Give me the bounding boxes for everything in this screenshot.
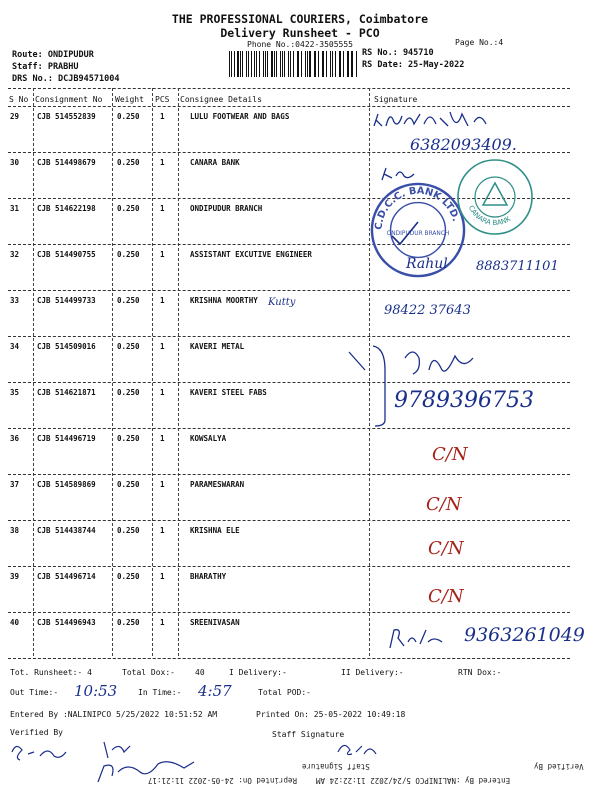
barcode-bar [265,51,266,77]
barcode-bar [290,51,292,77]
entered-by: Entered By :NALINIPCO 5/25/2022 10:51:52 AM [10,710,218,719]
col-signature: Signature [374,95,418,104]
cn-mark-36: C/N [432,444,468,465]
row-sno: 31 [10,204,20,213]
mirror-entered-by: Entered By :NALINIPCO 5/24/2022 11:22:24 AM [316,776,511,785]
stamp-center-text: ONDIPUDUR BRANCH [386,230,450,237]
barcode-bar [251,51,252,77]
barcode-bar [307,51,308,77]
rtn-dox: RTN Dox:- [458,668,502,677]
route-label: Route: ONDIPUDUR [12,50,94,60]
barcode-bar [322,51,323,77]
barcode-bar [297,51,298,77]
row-weight: 0.250 [117,204,140,213]
verified-by: Verified By [10,728,63,737]
in-time-value: 4:57 [198,682,232,700]
drs-number: DRS No.: DCJB94571004 [12,74,120,84]
row-weight: 0.250 [117,572,140,581]
row-sno: 39 [10,572,20,581]
row-weight: 0.250 [117,434,140,443]
barcode-bar [263,51,264,77]
barcode-bar [348,51,349,77]
row-consignment-no: CJB 514438744 [37,526,96,535]
barcode-bar [323,51,324,77]
row-weight: 0.250 [117,342,140,351]
total-dox-label: Total Dox:- [122,668,175,677]
row-consignee: ONDIPUDUR BRANCH [190,204,263,213]
company-title: THE PROFESSIONAL COURIERS, Coimbatore [171,12,429,26]
row-pcs: 1 [160,250,165,259]
barcode-bar [293,51,294,77]
row-consignee: CANARA BANK [190,158,240,167]
barcode-bar [340,51,341,77]
seal-ring-text: CANARA BANK [466,204,512,228]
barcode-bar [318,51,319,77]
handwritten-phone-35: 9789396753 [394,388,534,413]
handwritten-name-33: Kutty [268,297,296,308]
row-consignee: KRISHNA MOORTHY [190,296,258,305]
row-sno: 30 [10,158,20,167]
barcode-bar [274,51,275,77]
row-sno: 35 [10,388,20,397]
row-pcs: 1 [160,618,165,627]
barcode-bar [288,51,289,77]
row-consignment-no: CJB 514589869 [37,480,96,489]
row-weight: 0.250 [117,296,140,305]
row-pcs: 1 [160,572,165,581]
row-consignment-no: CJB 514499733 [37,296,96,305]
in-time-label: In Time:- [138,688,182,697]
barcode-bar [234,51,235,77]
barcode-bar [298,51,299,77]
barcode-bar [271,51,273,77]
i-delivery: I Delivery:- [229,668,287,677]
cn-mark-38: C/N [428,538,464,559]
handwritten-sign-32: Rahul [406,256,448,272]
rs-date: RS Date: 25-May-2022 [362,60,465,70]
row-divider [8,244,570,245]
barcode-bar [339,51,340,77]
cn-mark-39: C/N [428,586,464,607]
row-pcs: 1 [160,480,165,489]
barcode-bar [332,51,334,77]
row-sno: 33 [10,296,20,305]
row-consignment-no: CJB 514490755 [37,250,96,259]
barcode-bar [246,51,247,77]
col-pcs: PCS [155,95,170,104]
row-pcs: 1 [160,158,165,167]
handwritten-phone-33: 98422 37643 [384,303,471,318]
row-pcs: 1 [160,112,165,121]
barcode-bar [343,51,344,77]
barcode-bar [309,51,311,77]
barcode-bar [314,51,315,77]
row-consignee: KAVERI STEEL FABS [190,388,267,397]
col-divider [178,88,179,656]
row-consignee: PARAMESWARAN [190,480,245,489]
barcode-bar [254,51,255,77]
handwritten-phone-40: 9363261049 [464,624,585,646]
barcode-bar [284,51,285,77]
row-weight: 0.250 [117,526,140,535]
cn-mark-37: C/N [426,494,462,515]
row-sno: 36 [10,434,20,443]
col-consignee-details: Consignee Details [180,95,262,104]
col-divider [33,88,34,656]
row-sno: 40 [10,618,20,627]
row-divider [8,520,570,521]
barcode-bar [335,51,336,77]
row-consignee: KAVERI METAL [190,342,245,351]
row-sno: 37 [10,480,20,489]
row-consignment-no: CJB 514496943 [37,618,96,627]
row-weight: 0.250 [117,250,140,259]
col-consignment: Consignment No [35,95,103,104]
row-consignment-no: CJB 514496719 [37,434,96,443]
barcode-bar [237,51,239,77]
row-divider [8,566,570,567]
barcode-bar [259,51,260,77]
printed-on: Printed On: 25-05-2022 10:49:18 [256,710,406,719]
signature-row-40 [386,624,446,654]
row-sno: 29 [10,112,20,121]
stamp-ring-text: C.D.C.C. BANK LTD. [373,185,462,231]
ii-delivery: II Delivery:- [341,668,404,677]
staff-signature-mark [334,738,384,760]
canara-bank-seal [455,157,535,237]
total-pod: Total POD:- [258,688,311,697]
barcode-bar [240,51,241,77]
total-dox-value: 40 [195,668,205,677]
row-consignment-no: CJB 514621871 [37,388,96,397]
barcode-bar [330,51,331,77]
row-consignee: LULU FOOTWEAR AND BAGS [190,112,290,121]
col-divider [152,88,153,656]
row-sno: 32 [10,250,20,259]
barcode-bar [229,51,230,77]
row-weight: 0.250 [117,112,140,121]
sheet-title: Delivery Runsheet - PCO [220,26,380,40]
row-pcs: 1 [160,204,165,213]
handwritten-phone-29: 6382093409. [410,135,517,154]
signature-row-29 [370,106,500,136]
bracket-signature-34-35 [345,340,505,430]
row-consignee: KOWSALYA [190,434,227,443]
out-time-value: 10:53 [74,682,118,700]
phone-number: Phone No.:0422-3505555 [247,40,353,49]
tot-runsheet: Tot. Runsheet:- 4 [10,668,92,677]
rs-number: RS No.: 945710 [362,48,434,58]
row-consignee: BHARATHY [190,572,227,581]
row-weight: 0.250 [117,388,140,397]
barcode-bar [347,51,348,77]
row-pcs: 1 [160,388,165,397]
barcode-bar [301,51,302,77]
row-consignee: ASSISTANT EXCUTIVE ENGINEER [190,250,312,259]
row-weight: 0.250 [117,480,140,489]
signature-row-30 [378,164,428,184]
handwritten-phone-32: 8883711101 [476,259,559,274]
row-divider [8,336,570,337]
row-pcs: 1 [160,526,165,535]
checkmark-row-31 [388,218,422,248]
staff-signature: Staff Signature [272,730,345,739]
barcode-bar [305,51,306,77]
row-consignment-no: CJB 514498679 [37,158,96,167]
row-divider [8,474,570,475]
row-consignment-no: CJB 514552839 [37,112,96,121]
out-time-label: Out Time:- [10,688,59,697]
row-sno: 34 [10,342,20,351]
row-consignee: SREENIVASAN [190,618,240,627]
barcode-bar [280,51,281,77]
row-consignment-no: CJB 514496714 [37,572,96,581]
row-weight: 0.250 [117,618,140,627]
barcode-bar [356,51,357,77]
row-sno: 38 [10,526,20,535]
staff-label: Staff: PRABHU [12,62,79,72]
barcode-bar [351,51,353,77]
col-sno: S No [9,95,29,104]
barcode [229,51,357,77]
row-consignment-no: CJB 514509016 [37,342,96,351]
row-weight: 0.250 [117,158,140,167]
mirror-reprinted-on: Reprinted On: 24-05-2022 11:21:17 [148,776,298,785]
col-weight: Weight [115,95,144,104]
mirror-staff-signature: Staff Signature [302,762,370,771]
row-consignment-no: CJB 514622198 [37,204,96,213]
row-divider [8,290,570,291]
row-consignee: KRISHNA ELE [190,526,240,535]
barcode-bar [248,51,249,77]
row-divider [8,612,570,613]
barcode-bar [282,51,283,77]
footer-rule [8,658,570,659]
col-divider [112,88,113,656]
row-pcs: 1 [160,434,165,443]
row-pcs: 1 [160,296,165,305]
page-number: Page No.:4 [455,38,504,47]
row-pcs: 1 [160,342,165,351]
barcode-bar [242,51,243,77]
barcode-bar [256,51,258,77]
table-top-rule [8,88,570,89]
barcode-bar [276,51,277,77]
mirror-verified-by: Verified By [534,762,584,771]
barcode-bar [267,51,268,77]
barcode-bar [231,51,232,77]
barcode-bar [326,51,327,77]
barcode-bar [315,51,316,77]
